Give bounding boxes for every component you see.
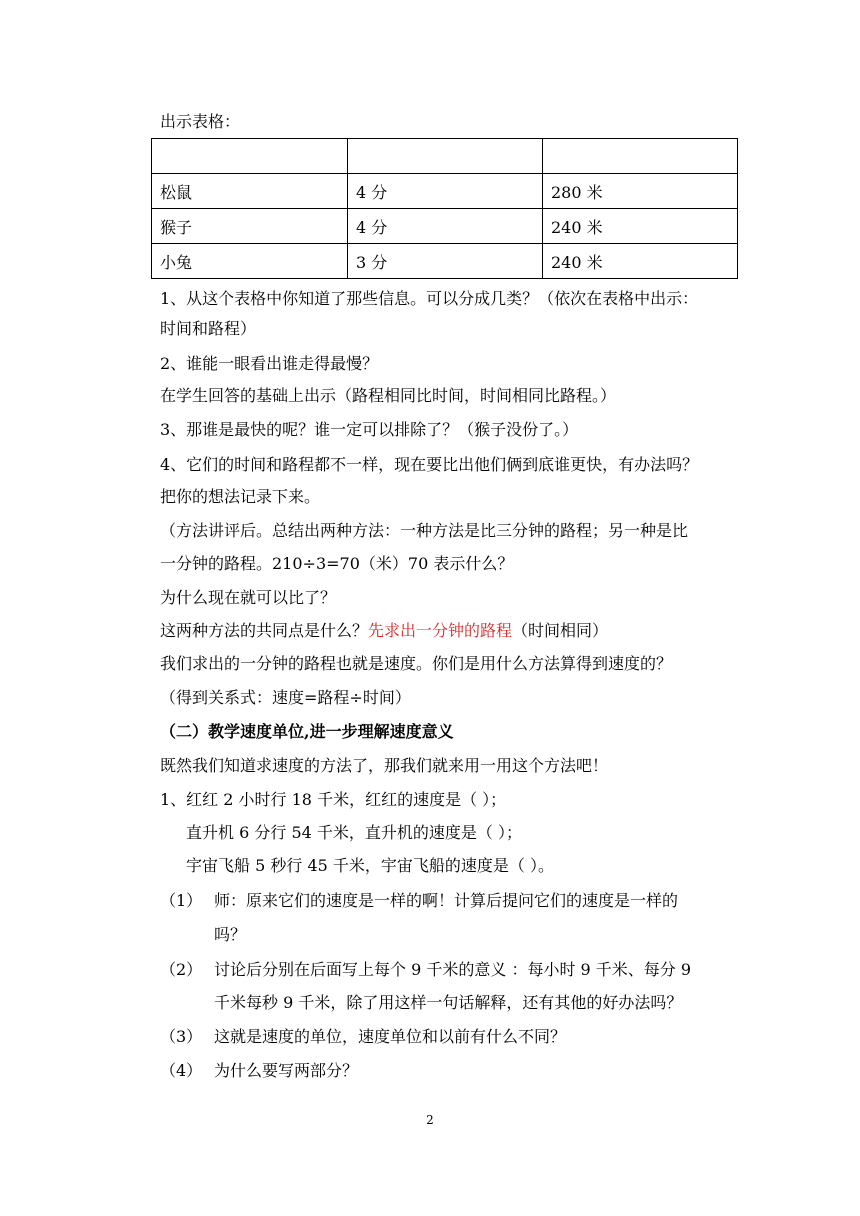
table-cell: 4 分 [348,209,543,244]
info-table [151,138,738,279]
table-row [152,244,738,279]
item-text: 这就是速度的单位，速度单位和以前有什么不同？ [214,1027,567,1046]
paragraph-line: 一分钟的路程。210÷3=70（米）70 表示什么？ [160,554,514,573]
note-text: （时间相同） [512,621,609,640]
paragraph-line: （方法讲评后。总结出两种方法：一种方法是比三分钟的路程；另一种是比 [160,521,689,540]
item-text: 师：原来它们的速度是一样的啊！计算后提问它们的速度是一样的 [214,891,679,910]
item-text: 讨论后分别在后面写上每个 9 千米的意义 ：每小时 9 千米、每分 9 [214,960,692,979]
section-heading: （二）教学速度单位,进一步理解速度意义 [160,722,454,741]
paragraph-line [160,621,608,641]
paragraph-line: 4、它们的时间和路程都不一样，现在要比出他们俩到底谁更快，有办法吗？ [160,455,699,474]
table-cell: 280 米 [543,174,738,209]
table-cell: 小兔 [152,244,348,279]
table-cell: 4 分 [348,174,543,209]
item-number: （1） [160,891,203,910]
table-cell: 猴子 [152,209,348,244]
table-cell [152,139,348,174]
paragraph-line: 我们求出的一分钟的路程也就是速度。你们是用什么方法算得到速度的？ [160,654,673,673]
table-header-row [152,139,738,174]
table-cell [543,139,738,174]
paragraph-line: 1、从这个表格中你知道了那些信息。可以分成几类？（依次在表格中出示： [160,289,699,308]
paragraph-line: 时间和路程） [160,319,257,338]
table-row [152,174,738,209]
item-text: 为什么要写两部分？ [214,1061,359,1080]
item-text: 吗？ [214,925,247,944]
highlight-text: 先求出一分钟的路程 [368,621,513,640]
question-text: 这两种方法的共同点是什么？ [160,621,369,640]
intro-text: 出示表格： [160,112,241,131]
item-number: （2） [160,960,203,979]
item-text: 千米每秒 9 千米，除了用这样一句话解释，还有其他的好办法吗？ [214,993,683,1012]
paragraph-line: 把你的想法记录下来。 [160,487,321,506]
exercise-line: 宇宙飞船 5 秒行 45 千米，宇宙飞船的速度是（ ）。 [186,856,554,875]
table-cell: 3 分 [348,244,543,279]
table-cell [348,139,543,174]
paragraph-line: 3、那谁是最快的呢？谁一定可以排除了？（猴子没份了。） [160,420,579,439]
paragraph-line: 为什么现在就可以比了？ [160,588,337,607]
page-number: 2 [426,1113,434,1127]
exercise-line: 直升机 6 分行 54 千米，直升机的速度是（ ）； [186,823,522,842]
paragraph-line: 既然我们知道求速度的方法了，那我们就来用一用这个方法吧！ [160,756,609,775]
exercise-line: 1、红红 2 小时行 18 千米，红红的速度是（ ）； [160,790,507,809]
item-number: （3） [160,1027,203,1046]
paragraph-line: 2、谁能一眼看出谁走得最慢？ [160,354,379,373]
paragraph-line: 在学生回答的基础上出示（路程相同比时间，时间相同比路程。） [160,386,617,405]
table-cell: 240 米 [543,209,738,244]
table-cell: 240 米 [543,244,738,279]
item-number: （4） [160,1061,203,1080]
table-row [152,209,738,244]
table-cell: 松鼠 [152,174,348,209]
paragraph-line: （得到关系式：速度=路程÷时间） [160,688,411,707]
